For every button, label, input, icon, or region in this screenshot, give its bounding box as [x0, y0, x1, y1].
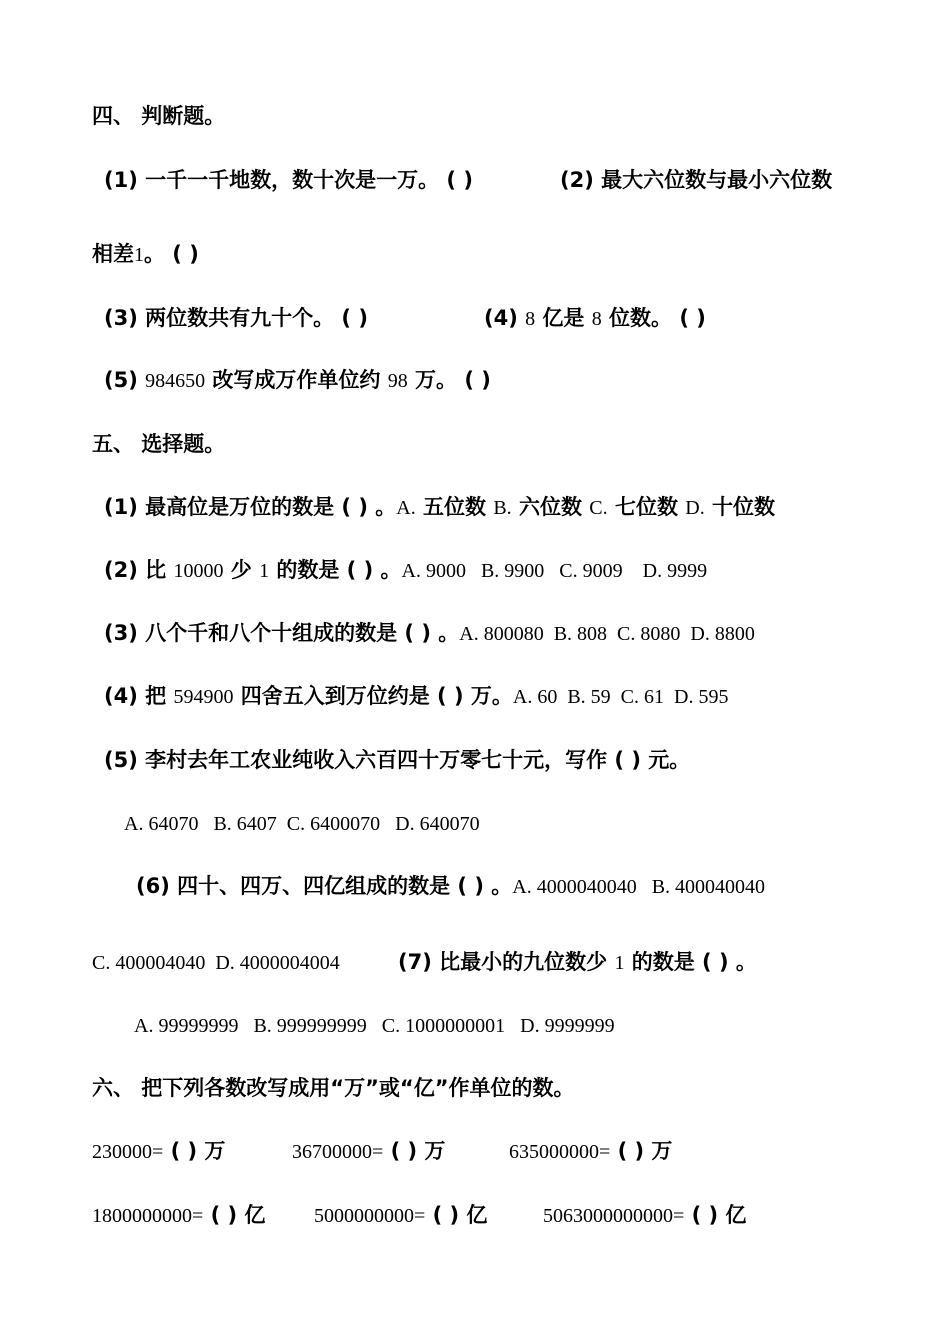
s4-q5-num2: 98 — [387, 370, 408, 392]
s5-q6-stem: (6) 四十、四万、四亿组成的数是 ( ) 。 — [136, 874, 513, 898]
s5-q2-stem-pre: (2) 比 — [104, 558, 174, 582]
s5-question-5: (5) 李村去年工农业纯收入六百四十万零七十元，写作 ( ) 元。 — [104, 748, 691, 772]
s5-q7-stem-pre: (7) 比最小的九位数少 — [398, 950, 615, 974]
s5-question-4 — [104, 682, 728, 711]
s5-q2-options: A. 9000 B. 9900 C. 9009 D. 9999 — [401, 560, 708, 582]
s5-q4-n1: 594900 — [173, 686, 234, 708]
s5-q2-stem-mid: 少 — [223, 558, 260, 582]
s6-r2-i1-blank: ( ) 亿 — [203, 1203, 266, 1227]
s6-r1-i1-blank: ( ) 万 — [163, 1139, 226, 1163]
section-4-heading: 四、 判断题。 — [92, 104, 226, 128]
s6-r1-i1-num: 230000= — [92, 1141, 164, 1163]
s5-question-6 — [136, 872, 765, 901]
s4-q4-num1: 8 — [525, 308, 536, 330]
s6-row-2-item-3 — [543, 1201, 746, 1230]
section-6-heading: 六、 把下列各数改写成用“万”或“亿”作单位的数。 — [92, 1076, 575, 1100]
s5-q7-n1: 1 — [614, 952, 625, 974]
s4-question-5 — [104, 366, 491, 395]
s4-question-4 — [484, 304, 706, 333]
s5-q5-options: A. 64070 B. 6407 C. 6400070 D. 640070 — [124, 813, 480, 835]
s4-q4-end: 位数。 ( ) — [601, 306, 706, 330]
s5-question-6-continued — [92, 948, 340, 977]
s4-q2-cont-text: 相差 — [92, 242, 134, 266]
s4-question-2-continued — [92, 240, 199, 269]
s6-r2-i3-blank: ( ) 亿 — [684, 1203, 747, 1227]
s5-q6-options-a: A. 4000040040 B. 400040040 — [512, 876, 766, 898]
s5-q1-b-label: B. — [493, 497, 512, 519]
s4-q5-pre: (5) — [104, 368, 146, 392]
s5-q4-stem-pre: (4) 把 — [104, 684, 174, 708]
s6-r2-i1-num: 1800000000= — [92, 1205, 204, 1227]
s4-q2-number: 1 — [134, 244, 144, 266]
s5-question-3 — [104, 619, 755, 648]
s5-q4-options: A. 60 B. 59 C. 61 D. 595 — [512, 686, 729, 708]
s5-q3-options: A. 800080 B. 808 C. 8080 D. 8800 — [459, 623, 755, 645]
s4-question-3: (3) 两位数共有九十个。 ( ) — [104, 306, 368, 330]
s4-question-2: (2) 最大六位数与最小六位数 — [560, 168, 833, 192]
s6-r1-i2-num: 36700000= — [292, 1141, 384, 1163]
s6-r2-i2-num: 5000000000= — [314, 1205, 426, 1227]
s4-q4-mid: 亿是 — [535, 306, 592, 330]
s6-r1-i2-blank: ( ) 万 — [383, 1139, 446, 1163]
s4-question-1: (1) 一千一千地数，数十次是一万。 ( ) — [104, 168, 473, 192]
s5-q1-stem: (1) 最高位是万位的数是 ( ) 。 — [104, 495, 397, 519]
s5-q2-stem-end: 的数是 ( ) 。 — [269, 558, 402, 582]
s5-q4-stem-end: 四舍五入到万位约是 ( ) 万。 — [233, 684, 513, 708]
section-5-heading: 五、 选择题。 — [92, 432, 226, 456]
s6-row-2-item-1 — [92, 1201, 265, 1230]
s5-q1-c: 七位数 — [607, 495, 686, 519]
s6-row-1-item-1 — [92, 1137, 225, 1166]
s5-q1-d: 十位数 — [704, 495, 776, 519]
s5-q3-stem: (3) 八个千和八个十组成的数是 ( ) 。 — [104, 621, 460, 645]
s5-q1-a-label: A. — [396, 497, 416, 519]
s6-row-1-item-2 — [292, 1137, 445, 1166]
s5-q2-n1: 10000 — [173, 560, 224, 582]
s5-q1-d-label: D. — [685, 497, 705, 519]
s5-q7-options: A. 99999999 B. 999999999 C. 1000000001 D. 9999999 — [134, 1015, 615, 1037]
s4-q4-pre: (4) — [484, 306, 526, 330]
s6-r1-i3-blank: ( ) 万 — [610, 1139, 673, 1163]
s5-q6-options-b: C. 400004040 D. 4000004004 — [92, 952, 340, 974]
s5-q7-stem-end: 的数是 ( ) 。 — [624, 950, 757, 974]
s5-q2-n2: 1 — [259, 560, 270, 582]
s4-q5-num1: 984650 — [145, 370, 206, 392]
s4-q5-mid: 改写成万作单位约 — [205, 368, 388, 392]
s5-question-1 — [104, 493, 775, 522]
s5-question-7 — [398, 948, 757, 977]
s4-q4-num2: 8 — [591, 308, 602, 330]
s5-q1-b: 六位数 — [511, 495, 590, 519]
s5-q1-c-label: C. — [589, 497, 608, 519]
s6-r2-i3-num: 5063000000000= — [543, 1205, 685, 1227]
s5-q1-a: 五位数 — [415, 495, 494, 519]
s6-r1-i3-num: 635000000= — [509, 1141, 611, 1163]
s4-q2-end: 。 ( ) — [144, 242, 199, 266]
s6-r2-i2-blank: ( ) 亿 — [425, 1203, 488, 1227]
s5-question-2 — [104, 556, 707, 585]
s4-q5-end: 万。 ( ) — [407, 368, 491, 392]
s6-row-2-item-2 — [314, 1201, 487, 1230]
s6-row-1-item-3 — [509, 1137, 672, 1166]
